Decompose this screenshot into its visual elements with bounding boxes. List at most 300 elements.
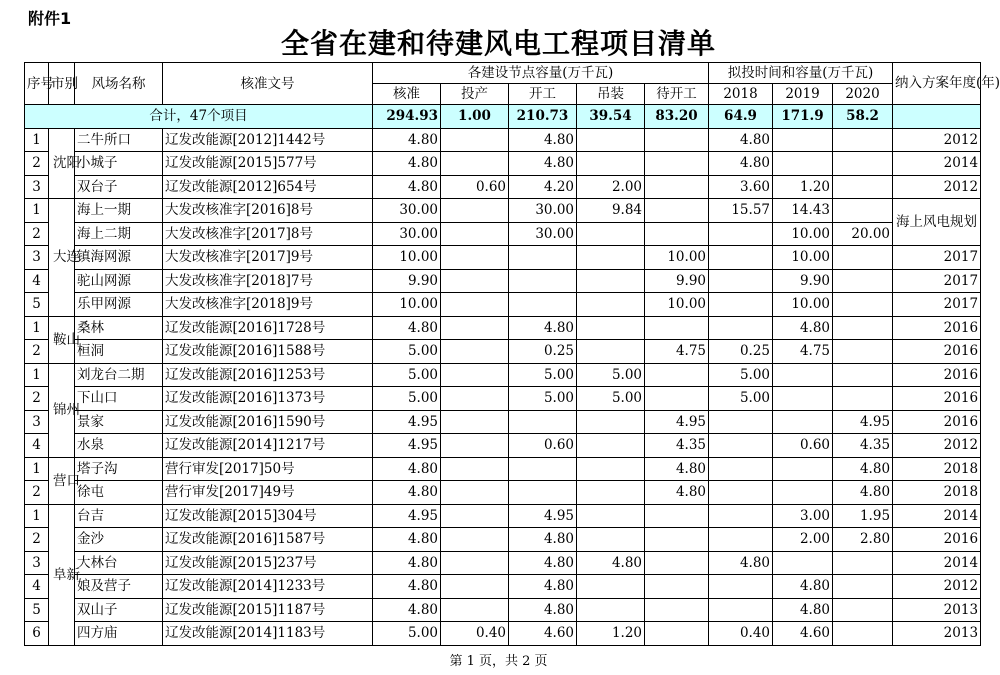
city-name: 大连: [49, 199, 75, 317]
row-seq: 1: [25, 457, 49, 481]
value-hoisted: [577, 434, 645, 458]
value-operational: [441, 293, 509, 317]
header-year-2020: 2020: [833, 84, 893, 105]
value-approved: 4.80: [373, 481, 441, 505]
value-hoisted: 4.80: [577, 551, 645, 575]
approval-doc: 大发改核准字[2016]8号: [163, 199, 373, 223]
value-inclusion: 2017: [893, 293, 981, 317]
value-pending: [645, 575, 709, 599]
city-name: 鞍山: [49, 316, 75, 363]
total-2020: 58.2: [833, 105, 893, 129]
value-started: 5.00: [509, 387, 577, 411]
value-2018: [709, 598, 773, 622]
value-2019: [773, 457, 833, 481]
row-seq: 5: [25, 598, 49, 622]
row-seq: 1: [25, 128, 49, 152]
total-2018: 64.9: [709, 105, 773, 129]
value-approved: 4.80: [373, 575, 441, 599]
approval-doc: 辽发改能源[2016]1253号: [163, 363, 373, 387]
value-hoisted: [577, 598, 645, 622]
table-row: [25, 528, 981, 552]
farm-name: 景家: [75, 410, 163, 434]
value-hoisted: [577, 340, 645, 364]
value-2018: 5.00: [709, 387, 773, 411]
value-2019: 14.43: [773, 199, 833, 223]
value-hoisted: [577, 152, 645, 176]
table-row: [25, 363, 981, 387]
value-2018: [709, 504, 773, 528]
table-row: [25, 410, 981, 434]
value-2020: 2.80: [833, 528, 893, 552]
value-approved: 10.00: [373, 293, 441, 317]
value-started: 5.00: [509, 363, 577, 387]
value-2019: 4.80: [773, 316, 833, 340]
value-2018: 5.00: [709, 363, 773, 387]
total-approved: 294.93: [373, 105, 441, 129]
header-pending: 待开工: [645, 84, 709, 105]
value-inclusion: 2016: [893, 340, 981, 364]
value-operational: [441, 528, 509, 552]
value-2019: 3.00: [773, 504, 833, 528]
value-pending: [645, 598, 709, 622]
value-operational: [441, 575, 509, 599]
row-seq: 4: [25, 269, 49, 293]
value-hoisted: [577, 457, 645, 481]
table-row: [25, 575, 981, 599]
value-started: [509, 269, 577, 293]
page-title: 全省在建和待建风电工程项目清单: [280, 27, 716, 60]
total-hoisted: 39.54: [577, 105, 645, 129]
approval-doc: 辽发改能源[2014]1233号: [163, 575, 373, 599]
value-2018: 4.80: [709, 128, 773, 152]
city-name: 阜新: [49, 504, 75, 645]
value-2019: [773, 481, 833, 505]
value-hoisted: [577, 528, 645, 552]
value-operational: 0.40: [441, 622, 509, 646]
farm-name: 海上二期: [75, 222, 163, 246]
value-approved: 9.90: [373, 269, 441, 293]
value-inclusion: 2016: [893, 410, 981, 434]
value-2019: 4.60: [773, 622, 833, 646]
approval-doc: 辽发改能源[2014]1217号: [163, 434, 373, 458]
approval-doc: 辽发改能源[2014]1183号: [163, 622, 373, 646]
inclusion-note: 海上风电规划: [893, 199, 981, 246]
value-operational: [441, 504, 509, 528]
value-2020: [833, 363, 893, 387]
value-approved: 30.00: [373, 199, 441, 223]
value-2020: [833, 199, 893, 223]
value-inclusion: 2012: [893, 128, 981, 152]
value-2020: 4.80: [833, 481, 893, 505]
value-2020: 1.95: [833, 504, 893, 528]
table-row: [25, 434, 981, 458]
value-2019: [773, 152, 833, 176]
value-2020: [833, 152, 893, 176]
value-hoisted: 9.84: [577, 199, 645, 223]
table-row: [25, 457, 981, 481]
value-inclusion: 2013: [893, 622, 981, 646]
value-operational: [441, 363, 509, 387]
table-row: [25, 316, 981, 340]
value-2020: [833, 622, 893, 646]
value-approved: 30.00: [373, 222, 441, 246]
page-footer: 第 1 页，共 2 页: [449, 654, 548, 669]
value-operational: [441, 199, 509, 223]
value-operational: [441, 152, 509, 176]
row-seq: 3: [25, 551, 49, 575]
value-approved: 4.95: [373, 410, 441, 434]
value-2020: [833, 269, 893, 293]
value-2018: [709, 481, 773, 505]
total-started: 210.73: [509, 105, 577, 129]
value-started: 4.80: [509, 528, 577, 552]
value-inclusion: 2013: [893, 598, 981, 622]
value-operational: [441, 410, 509, 434]
value-2019: 4.80: [773, 575, 833, 599]
farm-name: 镇海网源: [75, 246, 163, 270]
value-2019: 9.90: [773, 269, 833, 293]
value-operational: [441, 598, 509, 622]
value-2019: 2.00: [773, 528, 833, 552]
value-operational: [441, 128, 509, 152]
value-pending: [645, 528, 709, 552]
value-2018: [709, 222, 773, 246]
table-row: [25, 340, 981, 364]
farm-name: 乐甲网源: [75, 293, 163, 317]
header-hoisted: 吊装: [577, 84, 645, 105]
value-started: [509, 457, 577, 481]
value-pending: [645, 316, 709, 340]
value-started: 30.00: [509, 222, 577, 246]
value-started: 4.80: [509, 575, 577, 599]
value-operational: [441, 222, 509, 246]
value-2019: [773, 551, 833, 575]
approval-doc: 辽发改能源[2012]654号: [163, 175, 373, 199]
value-started: 4.80: [509, 598, 577, 622]
value-approved: 4.80: [373, 598, 441, 622]
header-inclusion: 纳入方案年度(年): [893, 63, 981, 105]
total-inclusion: [893, 105, 981, 129]
header-year-2018: 2018: [709, 84, 773, 105]
value-inclusion: 2017: [893, 246, 981, 270]
value-2020: 20.00: [833, 222, 893, 246]
city-name: 沈阳: [49, 128, 75, 199]
table-row: [25, 246, 981, 270]
approval-doc: 辽发改能源[2015]1187号: [163, 598, 373, 622]
value-hoisted: 5.00: [577, 387, 645, 411]
value-pending: [645, 152, 709, 176]
value-2018: [709, 269, 773, 293]
value-2019: 4.75: [773, 340, 833, 364]
value-inclusion: 2012: [893, 575, 981, 599]
table-row: [25, 481, 981, 505]
value-inclusion: 2012: [893, 175, 981, 199]
value-2019: 1.20: [773, 175, 833, 199]
value-approved: 10.00: [373, 246, 441, 270]
farm-name: 四方庙: [75, 622, 163, 646]
value-hoisted: [577, 316, 645, 340]
value-2020: [833, 175, 893, 199]
value-2018: [709, 575, 773, 599]
value-2020: 4.80: [833, 457, 893, 481]
farm-name: 大林台: [75, 551, 163, 575]
farm-name: 驼山网源: [75, 269, 163, 293]
value-inclusion: 2018: [893, 457, 981, 481]
row-seq: 2: [25, 152, 49, 176]
value-started: [509, 410, 577, 434]
farm-name: 水泉: [75, 434, 163, 458]
value-inclusion: 2014: [893, 504, 981, 528]
farm-name: 徐屯: [75, 481, 163, 505]
total-label: 合计，47个项目: [25, 105, 373, 129]
value-pending: [645, 175, 709, 199]
row-seq: 2: [25, 481, 49, 505]
approval-doc: 辽发改能源[2015]304号: [163, 504, 373, 528]
value-pending: [645, 622, 709, 646]
table-row: [25, 551, 981, 575]
farm-name: 金沙: [75, 528, 163, 552]
approval-doc: 辽发改能源[2016]1728号: [163, 316, 373, 340]
row-seq: 4: [25, 434, 49, 458]
value-hoisted: [577, 269, 645, 293]
table-row: [25, 222, 981, 246]
value-started: 4.95: [509, 504, 577, 528]
value-started: 4.80: [509, 128, 577, 152]
value-2020: [833, 316, 893, 340]
value-pending: [645, 551, 709, 575]
value-2020: [833, 598, 893, 622]
approval-doc: 营行审发[2017]49号: [163, 481, 373, 505]
value-approved: 4.80: [373, 316, 441, 340]
approval-doc: 辽发改能源[2015]577号: [163, 152, 373, 176]
approval-doc: 辽发改能源[2015]237号: [163, 551, 373, 575]
value-2018: 4.80: [709, 551, 773, 575]
value-2019: [773, 410, 833, 434]
value-operational: [441, 457, 509, 481]
value-hoisted: [577, 222, 645, 246]
row-seq: 5: [25, 293, 49, 317]
value-hoisted: [577, 128, 645, 152]
farm-name: 桑林: [75, 316, 163, 340]
approval-doc: 辽发改能源[2016]1588号: [163, 340, 373, 364]
value-hoisted: [577, 504, 645, 528]
table-row: [25, 504, 981, 528]
table-row: [25, 175, 981, 199]
farm-name: 桓洞: [75, 340, 163, 364]
table-row: [25, 199, 981, 223]
table-row: [25, 598, 981, 622]
value-started: 4.80: [509, 551, 577, 575]
value-approved: 4.80: [373, 175, 441, 199]
value-inclusion: 2017: [893, 269, 981, 293]
table-row: [25, 128, 981, 152]
row-seq: 2: [25, 222, 49, 246]
value-hoisted: 5.00: [577, 363, 645, 387]
value-2019: 10.00: [773, 246, 833, 270]
value-started: 0.60: [509, 434, 577, 458]
row-seq: 1: [25, 504, 49, 528]
value-hoisted: [577, 481, 645, 505]
value-inclusion: 2014: [893, 152, 981, 176]
approval-doc: 辽发改能源[2016]1373号: [163, 387, 373, 411]
value-2020: [833, 575, 893, 599]
value-2019: 10.00: [773, 293, 833, 317]
value-operational: [441, 316, 509, 340]
project-table: [24, 62, 1000, 646]
farm-name: 娘及营子: [75, 575, 163, 599]
value-inclusion: 2016: [893, 363, 981, 387]
farm-name: 小城子: [75, 152, 163, 176]
value-pending: 10.00: [645, 293, 709, 317]
value-2018: 0.40: [709, 622, 773, 646]
value-2020: [833, 551, 893, 575]
header-approval: 核准文号: [163, 63, 373, 105]
value-2019: 4.80: [773, 598, 833, 622]
value-started: 4.80: [509, 152, 577, 176]
value-started: [509, 293, 577, 317]
value-2019: [773, 387, 833, 411]
value-hoisted: [577, 246, 645, 270]
value-started: 0.25: [509, 340, 577, 364]
header-started: 开工: [509, 84, 577, 105]
header-seq: 序号: [25, 63, 49, 105]
approval-doc: 辽发改能源[2012]1442号: [163, 128, 373, 152]
header-plan-group: 拟投时间和容量(万千瓦): [709, 63, 893, 84]
value-started: 4.60: [509, 622, 577, 646]
table-row: [25, 152, 981, 176]
value-operational: [441, 269, 509, 293]
value-pending: 9.90: [645, 269, 709, 293]
value-approved: 4.80: [373, 551, 441, 575]
row-seq: 2: [25, 387, 49, 411]
value-operational: [441, 434, 509, 458]
value-operational: [441, 246, 509, 270]
value-2018: 15.57: [709, 199, 773, 223]
value-started: [509, 481, 577, 505]
value-pending: [645, 199, 709, 223]
value-2018: [709, 434, 773, 458]
value-pending: [645, 363, 709, 387]
value-pending: 4.35: [645, 434, 709, 458]
value-operational: 0.60: [441, 175, 509, 199]
header-year-2019: 2019: [773, 84, 833, 105]
value-2020: 4.95: [833, 410, 893, 434]
value-hoisted: [577, 410, 645, 434]
row-seq: 1: [25, 199, 49, 223]
header-city: 市别: [49, 63, 75, 105]
value-hoisted: 1.20: [577, 622, 645, 646]
value-pending: [645, 387, 709, 411]
value-2020: [833, 387, 893, 411]
table-row: [25, 387, 981, 411]
row-seq: 1: [25, 316, 49, 340]
value-2019: 0.60: [773, 434, 833, 458]
farm-name: 塔子沟: [75, 457, 163, 481]
value-2020: [833, 246, 893, 270]
value-inclusion: 2018: [893, 481, 981, 505]
value-pending: 4.80: [645, 457, 709, 481]
value-approved: 5.00: [373, 363, 441, 387]
city-name: 锦州: [49, 363, 75, 457]
row-seq: 3: [25, 410, 49, 434]
value-approved: 4.95: [373, 434, 441, 458]
value-hoisted: [577, 293, 645, 317]
row-seq: 2: [25, 528, 49, 552]
value-hoisted: [577, 575, 645, 599]
value-approved: 4.80: [373, 152, 441, 176]
total-operational: 1.00: [441, 105, 509, 129]
value-inclusion: 2012: [893, 434, 981, 458]
farm-name: 台吉: [75, 504, 163, 528]
value-approved: 5.00: [373, 340, 441, 364]
table-row: [25, 293, 981, 317]
value-2020: 4.35: [833, 434, 893, 458]
value-2018: [709, 246, 773, 270]
value-2018: [709, 316, 773, 340]
farm-name: 海上一期: [75, 199, 163, 223]
value-approved: 4.80: [373, 457, 441, 481]
value-pending: [645, 128, 709, 152]
value-started: 4.80: [509, 316, 577, 340]
header-operational: 投产: [441, 84, 509, 105]
value-2018: 0.25: [709, 340, 773, 364]
value-2020: [833, 293, 893, 317]
approval-doc: 大发改核准字[2018]7号: [163, 269, 373, 293]
value-operational: [441, 340, 509, 364]
value-started: [509, 246, 577, 270]
value-2019: 10.00: [773, 222, 833, 246]
value-pending: 4.80: [645, 481, 709, 505]
approval-doc: 大发改核准字[2018]9号: [163, 293, 373, 317]
value-started: 30.00: [509, 199, 577, 223]
farm-name: 下山口: [75, 387, 163, 411]
value-pending: [645, 222, 709, 246]
value-inclusion: 2014: [893, 551, 981, 575]
city-name: 营口: [49, 457, 75, 504]
value-2018: 3.60: [709, 175, 773, 199]
approval-doc: 辽发改能源[2016]1590号: [163, 410, 373, 434]
farm-name: 刘龙台二期: [75, 363, 163, 387]
row-seq: 6: [25, 622, 49, 646]
farm-name: 二牛所口: [75, 128, 163, 152]
value-2020: [833, 340, 893, 364]
total-row: [25, 105, 981, 129]
row-seq: 4: [25, 575, 49, 599]
value-hoisted: 2.00: [577, 175, 645, 199]
approval-doc: 大发改核准字[2017]9号: [163, 246, 373, 270]
value-2018: [709, 457, 773, 481]
header-approved: 核准: [373, 84, 441, 105]
approval-doc: 营行审发[2017]50号: [163, 457, 373, 481]
value-approved: 5.00: [373, 387, 441, 411]
value-started: 4.20: [509, 175, 577, 199]
value-2019: [773, 363, 833, 387]
value-pending: 10.00: [645, 246, 709, 270]
value-inclusion: 2016: [893, 316, 981, 340]
row-seq: 3: [25, 175, 49, 199]
value-pending: 4.95: [645, 410, 709, 434]
value-pending: [645, 504, 709, 528]
value-pending: 4.75: [645, 340, 709, 364]
value-operational: [441, 551, 509, 575]
farm-name: 双山子: [75, 598, 163, 622]
value-inclusion: 2016: [893, 387, 981, 411]
value-2018: [709, 410, 773, 434]
value-approved: 4.95: [373, 504, 441, 528]
approval-doc: 辽发改能源[2016]1587号: [163, 528, 373, 552]
total-pending: 83.20: [645, 105, 709, 129]
value-2018: [709, 528, 773, 552]
